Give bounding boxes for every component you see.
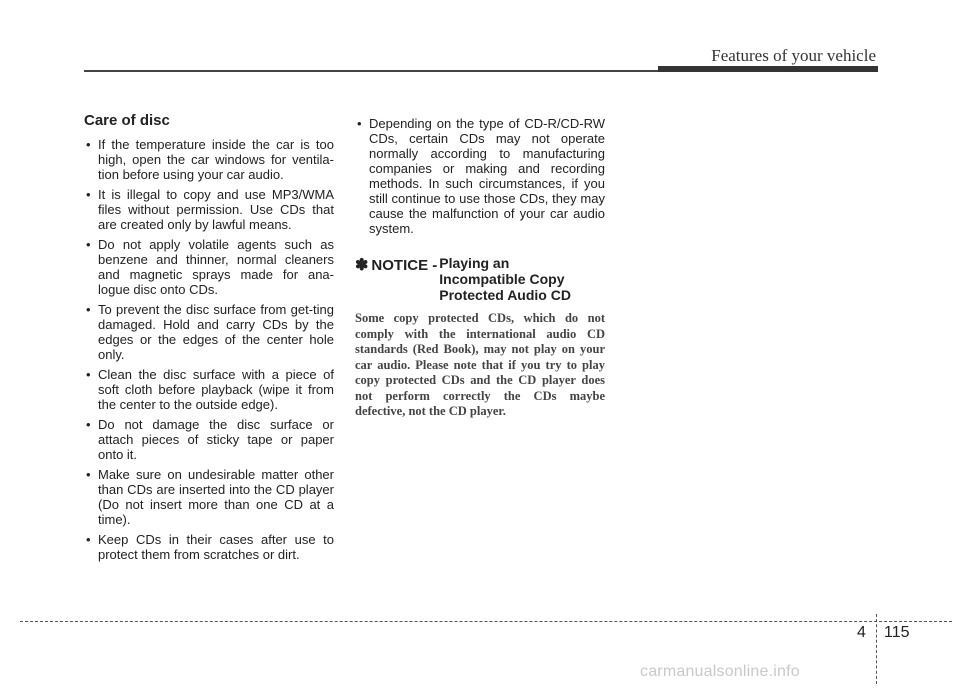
list-item: • Do not apply volatile agents such as benzene and thinner, normal cleaners and magnetic sprays made for ana-logue disc onto CDs. bbox=[84, 237, 334, 297]
cd-type-list bbox=[355, 116, 605, 236]
list-item: • Make sure on undesirable matter other than CDs are inserted into the CD player (Do not insert more than one CD at a time). bbox=[84, 467, 334, 527]
notice-label-text: NOTICE - bbox=[371, 257, 438, 274]
section-title: Features of your vehicle bbox=[711, 46, 876, 65]
list-item: • Keep CDs in their cases after use to protect them from scratches or dirt. bbox=[84, 532, 334, 562]
list-item: • Clean the disc surface with a piece of soft cloth before playback (wipe it from the center to the outside edge). bbox=[84, 367, 334, 412]
list-item: • If the temperature inside the car is too high, open the car windows for ventila-tion before using your car audio. bbox=[84, 137, 334, 182]
list-item: • Depending on the type of CD-R/CD-RW CDs, certain CDs may not operate normally according to manufacturing companies or making and recording methods. In such circumstances, if you still continue to use those CDs, they may cause the malfunction of your car audio system. bbox=[355, 116, 605, 236]
chapter-number: 4 bbox=[857, 624, 866, 641]
header-rule-accent bbox=[658, 66, 878, 72]
header-rule bbox=[84, 70, 664, 72]
notice-star-icon: ✽ bbox=[355, 257, 369, 274]
care-of-disc-list bbox=[84, 137, 334, 562]
left-column bbox=[84, 112, 334, 567]
notice-label bbox=[355, 255, 437, 275]
notice-body: Some copy protected CDs, which do not comply with the international audio CD standards (Red Book), may not play on your car audio. Please note that if you try to play copy protected CDs and the CD player does not perform correctly the CDs maybe defective, not the CD player. bbox=[355, 311, 605, 418]
notice-title: Playing an Incompatible Copy Protected Audio CD bbox=[439, 255, 571, 303]
list-item: • It is illegal to copy and use MP3/WMA files without permission. Use CDs that are created only by lawful means. bbox=[84, 187, 334, 232]
notice-box bbox=[355, 255, 605, 420]
watermark: carmanualsonline.info bbox=[640, 663, 800, 680]
right-column bbox=[355, 116, 605, 420]
list-item: • To prevent the disc surface from get-ting damaged. Hold and carry CDs by the edges or the edges of the center hole only. bbox=[84, 302, 334, 362]
care-of-disc-heading: Care of disc bbox=[84, 112, 170, 129]
footer-crop-mark bbox=[876, 614, 877, 684]
page-number: 115 bbox=[884, 624, 910, 641]
list-item: • Do not damage the disc surface or attach pieces of sticky tape or paper onto it. bbox=[84, 417, 334, 462]
footer-divider bbox=[20, 621, 952, 622]
